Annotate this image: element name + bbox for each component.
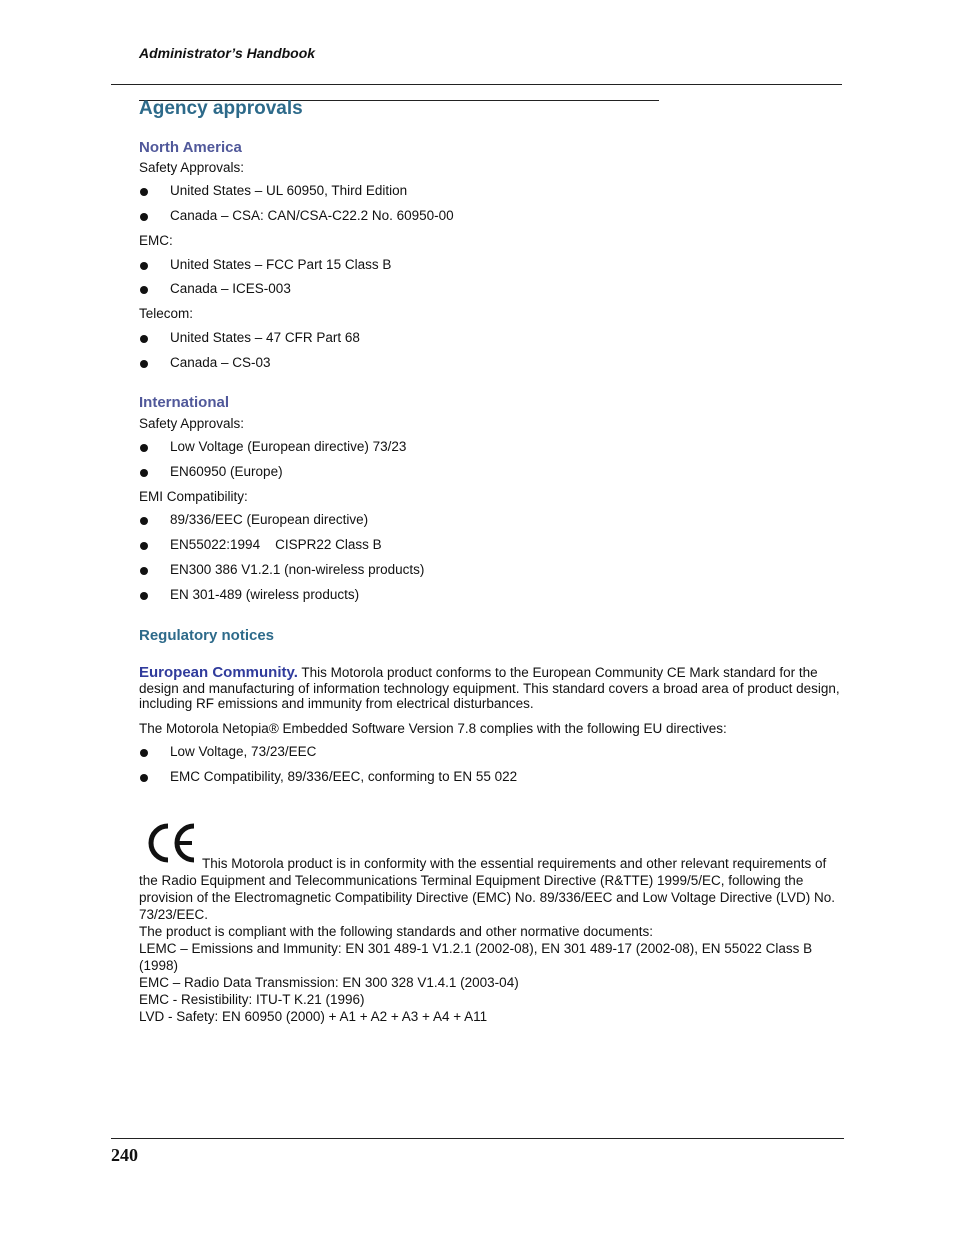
- page-number: 240: [111, 1145, 138, 1165]
- bullet-icon: [140, 592, 148, 600]
- bullet-icon: [140, 213, 148, 221]
- standard-item: EMC – Radio Data Transmission: EN 300 328 V1.4.1 (2003-04): [139, 975, 519, 990]
- na-safety-label: Safety Approvals:: [139, 160, 245, 175]
- header-rule: [111, 84, 842, 85]
- eu-paragraph: [139, 665, 841, 712]
- intl-safety-label: Safety Approvals:: [139, 416, 245, 431]
- standard-item: EMC - Resistibility: ITU-T K.21 (1996): [139, 992, 365, 1007]
- eu-lead: European Community.: [139, 664, 298, 681]
- bullet-icon: [140, 335, 148, 343]
- bullet-icon: [140, 469, 148, 477]
- compliance-intro: The product is compliant with the following standards and other normative documents:: [139, 924, 654, 939]
- bullet-icon: [140, 774, 148, 782]
- na-emc-label: EMC:: [139, 233, 173, 248]
- ce-compliance-block: [139, 820, 841, 1025]
- bullet-icon: [140, 360, 148, 368]
- international-heading: International: [139, 394, 230, 411]
- footer-rule: [111, 1138, 844, 1139]
- bullet-icon: [140, 749, 148, 757]
- bullet-icon: [140, 444, 148, 452]
- section-title: Agency approvals: [139, 98, 303, 119]
- bullet-icon: [140, 188, 148, 196]
- bullet-icon: [140, 262, 148, 270]
- running-header: Administrator’s Handbook: [139, 45, 316, 61]
- eu-text: This Motorola product conforms to the European Community CE Mark standard for the design and manufacturing of information technology equipment. This standard covers a broad area of product design, including RF emissions and immunity from electrical disturbances.: [139, 665, 840, 711]
- bullet-icon: [140, 286, 148, 294]
- regulatory-heading: Regulatory notices: [139, 627, 275, 644]
- ce-mark-spacer: [139, 820, 841, 855]
- north-america-heading: North America: [139, 139, 242, 156]
- na-telecom-label: Telecom:: [139, 306, 194, 321]
- bullet-icon: [140, 542, 148, 550]
- standard-item: LEMC – Emissions and Immunity: EN 301 489-1 V1.2.1 (2002-08), EN 301 489-17 (2002-08), EN 55022 Class B (1998): [139, 941, 813, 973]
- bullet-icon: [140, 517, 148, 525]
- intl-emi-label: EMI Compatibility:: [139, 489, 248, 504]
- standard-item: LVD - Safety: EN 60950 (2000) + A1 + A2 + A3 + A4 + A11: [139, 1009, 488, 1024]
- bullet-icon: [140, 567, 148, 575]
- ce-statement: This Motorola product is in conformity with the essential requirements and other relevant requirements of the Radio Equipment and Telecommunications Terminal Equipment Directive (R&TTE) 1999/5/EC, following the provision of the Electromagnetic Compatibility Directive (EMC) No. 89/336/EEC and Low Voltage Directive (LVD) No. 73/23/EEC.: [139, 856, 836, 922]
- directives-intro: The Motorola Netopia® Embedded Software Version 7.8 complies with the following EU directives:: [139, 721, 727, 736]
